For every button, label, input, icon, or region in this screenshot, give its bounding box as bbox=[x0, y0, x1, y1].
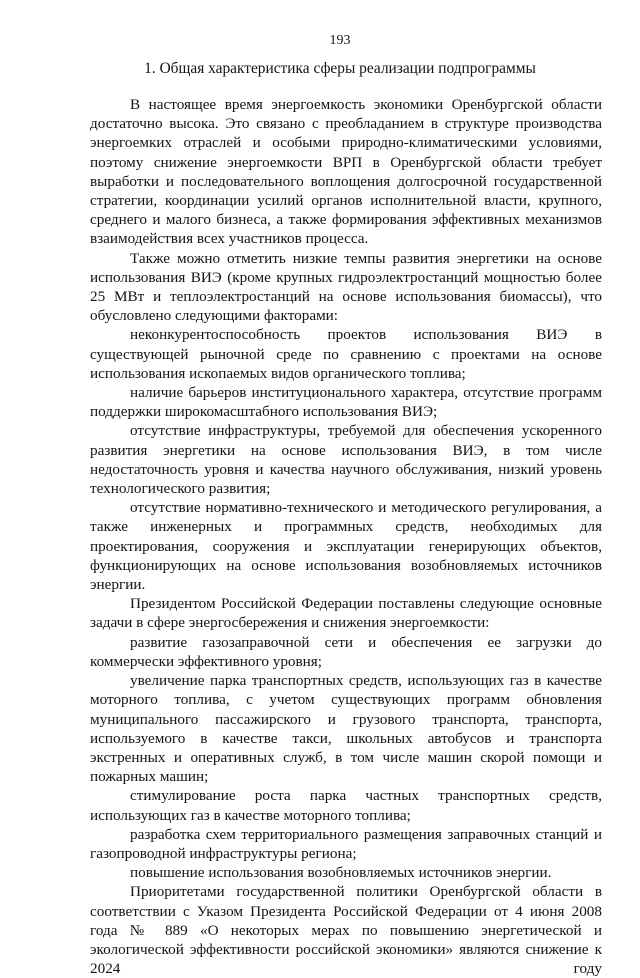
paragraph-res-development: Также можно отметить низкие темпы развития энергетики на основе использования ВИЭ (кроме крупных гидроэлектростанций мощностью более 25 МВт и теплоэлектростанций на основе использования биомассы), что обусловлено следующими факторами: bbox=[90, 249, 602, 325]
section-title: 1. Общая характеристика сферы реализации подпрограммы bbox=[144, 60, 536, 77]
factor-infrastructure: отсутствие инфраструктуры, требуемой для обеспечения ускоренного развития энергетики на основе использования ВИЭ, в том числе недостаточность уровня и качества научного обслуживания, низкий уровень технологического развития; bbox=[90, 422, 602, 498]
task-station-schemes: разработка схем территориального размещения заправочных станций и газопроводной инфраструктуры региона; bbox=[90, 825, 602, 862]
paragraph-energy-intensity: В настоящее время энергоемкость экономики Оренбургской области достаточно высока. Это связано с преобладанием в структуре производства энергоемких отраслей и особыми природно-климатическими условиями, поэтому снижение энергоемкости ВРП в Оренбургской области требует выработки и последовательного воплощения долгосрочной государственной стратегии, координации усилий органов исполнительной власти, крупного, среднего и малого бизнеса, а также формирования эффективных механизмов взаимодействия всех участников процесса. bbox=[90, 96, 602, 248]
factor-institutional-barriers: наличие барьеров институционального характера, отсутствие программ поддержки широкомасштабного использования ВИЭ; bbox=[90, 384, 602, 421]
paragraph-priorities: Приоритетами государственной политики Оренбургской области в соответствии с Указом Президента Российской Федерации от 4 июня 2008 года № 889 «О некоторых мерах по повышению энергетической и экологической эффективности российской экономики» являются снижение к 2024 году bbox=[90, 883, 602, 978]
factor-regulation: отсутствие нормативно-технического и методического регулирования, а также инженерных и программных средств, необходимых для проектирования, сооружения и эксплуатации генерирующих объектов, функционирующих на основе использования возобновляемых источников энергии. bbox=[90, 499, 602, 594]
document-body bbox=[90, 95, 602, 978]
page-number: 193 bbox=[329, 33, 351, 48]
task-gas-network: развитие газозаправочной сети и обеспечения ее загрузки до коммерчески эффективного уровня; bbox=[90, 633, 602, 670]
paragraph-president-tasks: Президентом Российской Федерации поставлены следующие основные задачи в сфере энергосбережения и снижения энергоемкости: bbox=[90, 595, 602, 632]
factor-uncompetitiveness: неконкурентоспособность проектов использования ВИЭ в существующей рыночной среде по сравнению с проектами на основе использования ископаемых видов органического топлива; bbox=[90, 326, 602, 382]
task-private-vehicles: стимулирование роста парка частных транспортных средств, использующих газ в качестве моторного топлива; bbox=[90, 787, 602, 824]
task-renewables: повышение использования возобновляемых источников энергии. bbox=[130, 864, 552, 882]
task-vehicle-fleet: увеличение парка транспортных средств, использующих газ в качестве моторного топлива, с учетом существующих программ обновления муниципального пассажирского и грузового транспорта, транспорта, используемого в качестве такси, школьных автобусов и транспорта экстренных и оперативных служб, в том числе машин скорой помощи и пожарных машин; bbox=[90, 672, 602, 786]
